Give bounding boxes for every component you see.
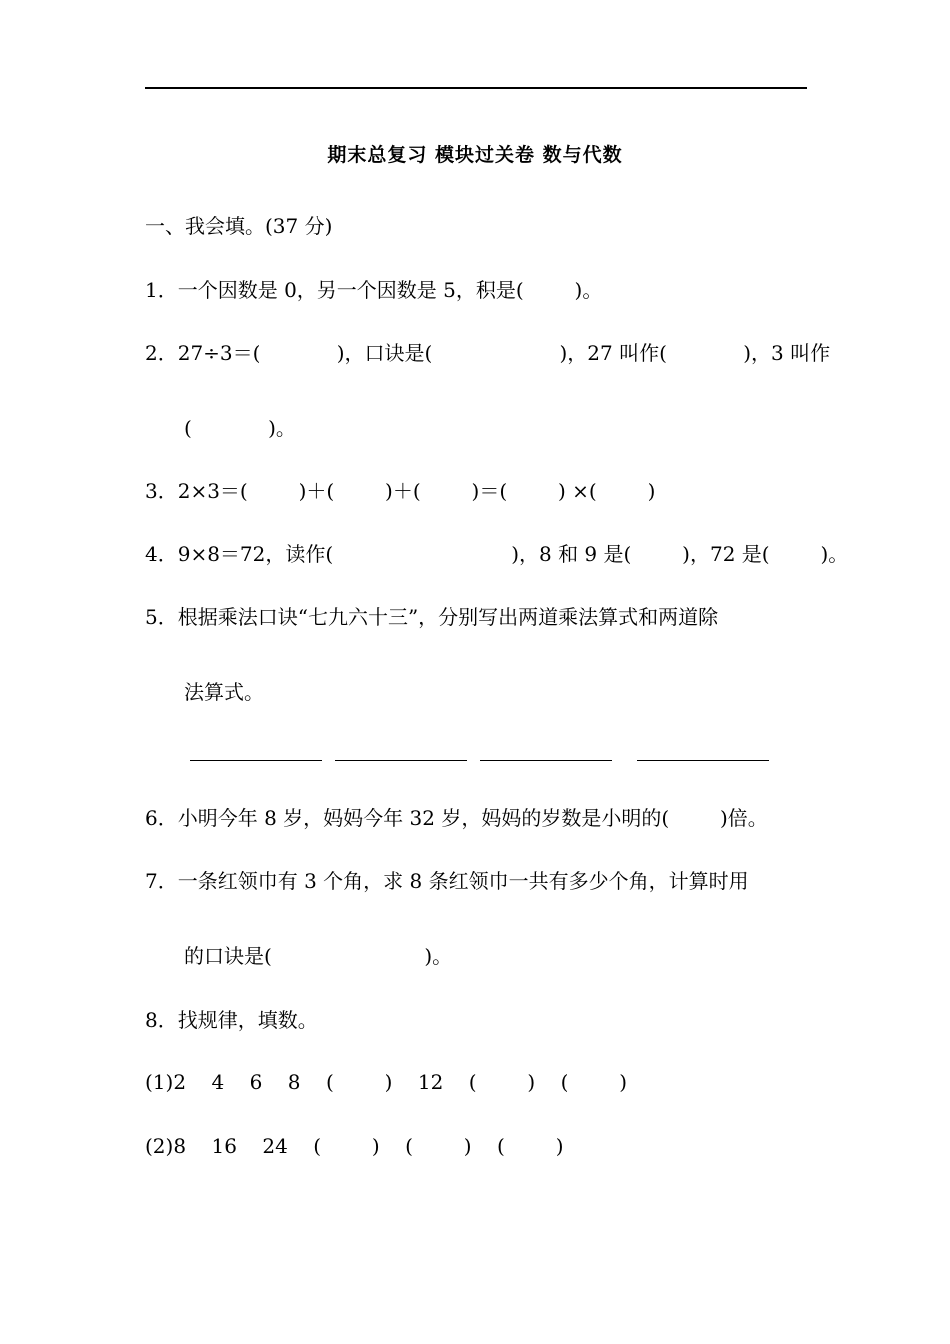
question-8-part-1: (1)2 4 6 8 ( ) 12 ( ) ( ) xyxy=(145,1070,628,1094)
question-5-line-2: 法算式。 xyxy=(184,680,264,704)
page-title: 期末总复习 模块过关卷 数与代数 xyxy=(327,144,623,166)
question-7-line-2: 的口诀是( )。 xyxy=(184,944,453,968)
answer-line-2[interactable] xyxy=(335,760,467,761)
question-4: 4．9×8＝72，读作( )，8 和 9 是( )，72 是( )。 xyxy=(145,542,849,566)
question-8-part-2: (2)8 16 24 ( ) ( ) ( ) xyxy=(145,1134,564,1158)
answer-line-1[interactable] xyxy=(190,760,322,761)
question-2-line-1: 2．27÷3＝( )，口诀是( )，27 叫作( )，3 叫作 xyxy=(145,341,831,365)
question-1: 1．一个因数是 0，另一个因数是 5，积是( )。 xyxy=(145,278,603,302)
question-8: 8．找规律，填数。 xyxy=(145,1008,318,1032)
answer-line-3[interactable] xyxy=(480,760,612,761)
question-7-line-1: 7．一条红领巾有 3 个角，求 8 条红领巾一共有多少个角，计算时用 xyxy=(145,869,749,893)
top-rule xyxy=(145,87,807,89)
question-6: 6．小明今年 8 岁，妈妈今年 32 岁，妈妈的岁数是小明的( )倍。 xyxy=(145,806,768,830)
question-2-line-2: ( )。 xyxy=(184,416,296,440)
section-heading: 一、我会填。(37 分) xyxy=(145,214,333,238)
question-5-line-1: 5．根据乘法口诀“七九六十三”，分别写出两道乘法算式和两道除 xyxy=(145,605,719,629)
answer-line-4[interactable] xyxy=(637,760,769,761)
question-3: 3．2×3＝( )＋( )＋( )＝( ) ×( ) xyxy=(145,479,656,503)
